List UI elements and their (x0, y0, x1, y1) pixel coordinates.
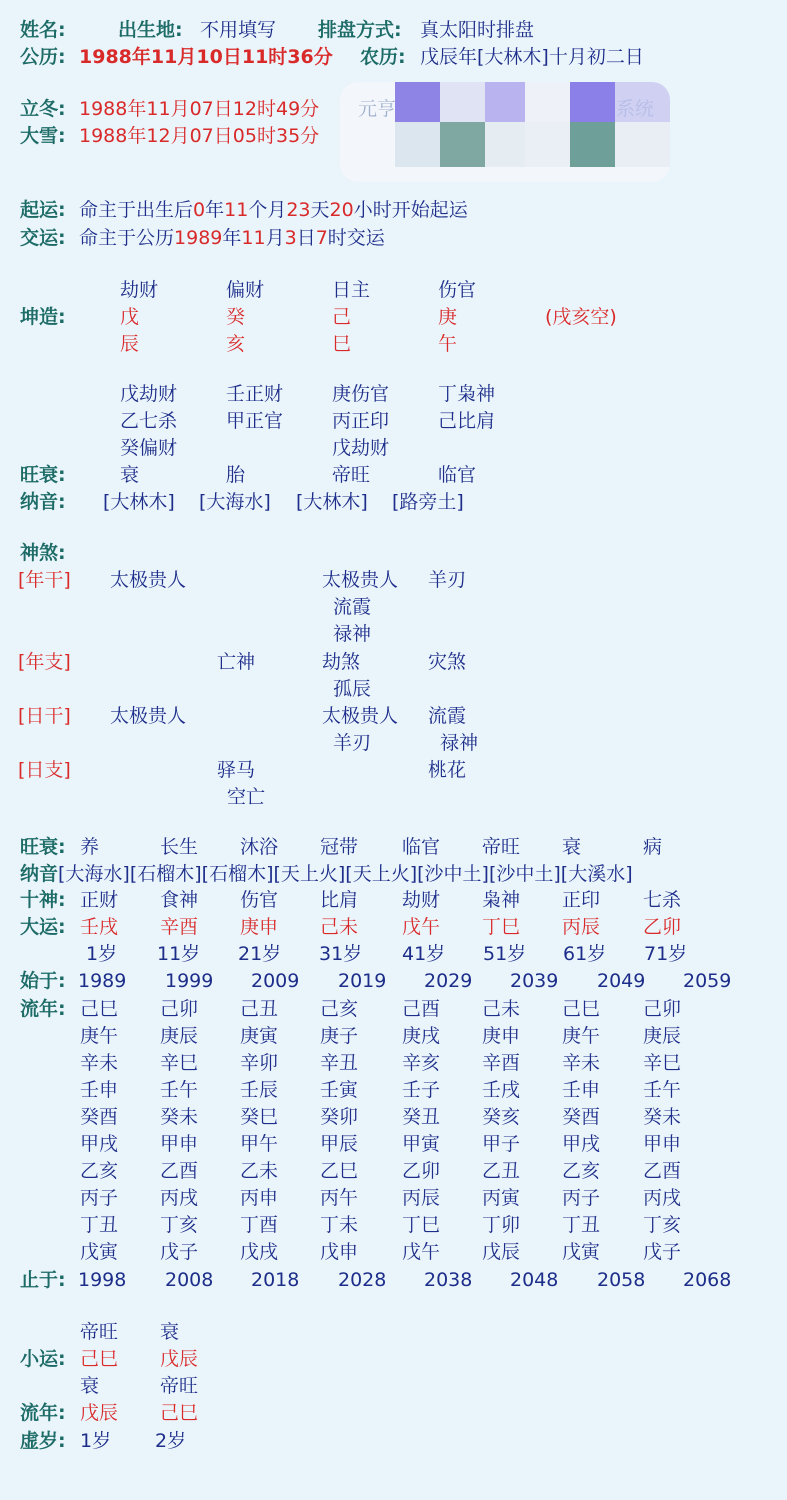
xiaoyun-liunian: 己巳 (160, 1402, 199, 1424)
pillar-nayin: [大林木] (103, 491, 175, 513)
shishen-label: 十神: (20, 889, 66, 911)
pillar-god: 劫财 (120, 279, 159, 301)
shensha-item: 劫煞 (322, 651, 361, 673)
liunian-cell: 辛卯 (240, 1052, 279, 1074)
end-year: 2008 (165, 1269, 214, 1291)
pillar-nayin: [大林木] (296, 491, 368, 513)
xiaoyun-label: 小运: (20, 1348, 66, 1370)
lidong-date-part: 日 (213, 98, 233, 120)
liunian-cell: 戊子 (643, 1241, 682, 1263)
pillar-stem: 癸 (226, 306, 246, 328)
liunian-cell: 丙午 (320, 1187, 359, 1209)
pillar-wangshuai: 衰 (120, 464, 140, 486)
pillar-wangshuai: 临官 (438, 464, 477, 486)
liunian-cell: 甲子 (482, 1133, 521, 1155)
dayun-pillar: 庚申 (240, 916, 279, 938)
liunian-cell: 乙酉 (643, 1160, 682, 1182)
dayun-age: 31岁 (319, 943, 363, 965)
liunian-cell: 丁亥 (643, 1214, 682, 1236)
xiaoyun-pillar: 己巳 (80, 1348, 119, 1370)
shensha-row-label: [日支] (18, 759, 71, 781)
liunian-cell: 乙亥 (80, 1160, 119, 1182)
solar-date-part: 时 (268, 46, 288, 68)
liunian-cell: 庚戌 (402, 1025, 441, 1047)
xiaoyun-state-mid: 帝旺 (160, 1375, 199, 1397)
liunian-label: 流年: (20, 998, 66, 1020)
liunian-cell: 癸巳 (240, 1106, 279, 1128)
watermark-left: 元亨 (358, 98, 397, 120)
liunian-cell: 壬子 (402, 1079, 441, 1101)
birthplace-label: 出生地: (118, 19, 183, 41)
liunian-cell: 丁未 (320, 1214, 359, 1236)
name-label: 姓名: (20, 19, 66, 41)
mosaic-cell (570, 82, 615, 122)
dayun-age: 11岁 (157, 943, 201, 965)
liunian-cell: 戊申 (320, 1241, 359, 1263)
liunian-cell: 乙巳 (320, 1160, 359, 1182)
dayun-pillar: 丙辰 (562, 916, 601, 938)
kunzao-label: 坤造: (20, 306, 66, 328)
lidong-date-part: 07 (189, 98, 214, 120)
dayun-wangshuai: 养 (80, 836, 100, 858)
lidong-date-part: 分 (300, 98, 320, 120)
xiaoyun-pillar: 戊辰 (160, 1348, 199, 1370)
liunian-cell: 乙卯 (402, 1160, 441, 1182)
jiaoyun-text-part: 11 (241, 227, 266, 249)
liunian-cell: 甲戌 (562, 1133, 601, 1155)
start-year: 2039 (510, 970, 559, 992)
dayun-pillar: 戊午 (402, 916, 441, 938)
solar-label: 公历: (20, 46, 66, 68)
start-year: 2049 (597, 970, 646, 992)
liunian-cell: 丁丑 (562, 1214, 601, 1236)
dayun-age: 1岁 (86, 943, 118, 965)
mosaic-cell (440, 82, 485, 122)
liunian-cell: 戊午 (402, 1241, 441, 1263)
lidong-date (79, 97, 319, 121)
solar-date-part: 年 (131, 46, 151, 68)
dayun-wangshuai: 衰 (562, 836, 582, 858)
qiyun-text-part: 23 (286, 199, 311, 221)
liunian-cell: 戊寅 (80, 1241, 119, 1263)
liunian-cell: 丁酉 (240, 1214, 279, 1236)
liunian-cell: 癸酉 (562, 1106, 601, 1128)
liunian-cell: 癸酉 (80, 1106, 119, 1128)
birthplace-value: 不用填写 (200, 19, 277, 41)
jiaoyun-text (79, 226, 385, 250)
shensha-item: 驿马 (217, 759, 256, 781)
liunian-cell: 己酉 (402, 998, 441, 1020)
mosaic-cell (485, 122, 525, 167)
dayun-wangshuai: 沐浴 (240, 836, 279, 858)
liunian-cell: 乙丑 (482, 1160, 521, 1182)
liunian-cell: 己丑 (240, 998, 279, 1020)
liunian-cell: 庚午 (562, 1025, 601, 1047)
dayun-age: 51岁 (483, 943, 527, 965)
dayun-pillar: 乙卯 (643, 916, 682, 938)
liunian-cell: 辛巳 (643, 1052, 682, 1074)
method-label: 排盘方式: (318, 19, 402, 41)
daxue-date (79, 124, 319, 148)
liunian-cell: 辛酉 (482, 1052, 521, 1074)
shensha-item: 羊刃 (333, 732, 372, 754)
dayun-wangshuai: 病 (643, 836, 663, 858)
daxue-date-part: 分 (300, 125, 320, 147)
shensha-item: 空亡 (227, 786, 266, 808)
liunian-cell: 壬午 (160, 1079, 199, 1101)
qiyun-text-part: 天 (310, 199, 330, 221)
liunian-cell: 辛亥 (402, 1052, 441, 1074)
dayun-wangshuai: 临官 (402, 836, 441, 858)
qiyun-text-part: 20 (329, 199, 354, 221)
jiaoyun-text-part: 月 (265, 227, 285, 249)
end-year: 2018 (251, 1269, 300, 1291)
end-label: 止于: (20, 1269, 66, 1291)
dayun-pillar: 辛酉 (160, 916, 199, 938)
dayun-shishen: 比肩 (320, 889, 359, 911)
hidden-stem: 戊劫财 (120, 383, 178, 405)
liunian-cell: 甲戌 (80, 1133, 119, 1155)
liunian-cell: 辛未 (80, 1052, 119, 1074)
dayun-shishen: 枭神 (482, 889, 521, 911)
shensha-item: 桃花 (428, 759, 467, 781)
xusui-age: 2岁 (155, 1430, 187, 1452)
pillar-branch: 午 (438, 333, 458, 355)
liunian-cell: 壬申 (80, 1079, 119, 1101)
liunian-cell: 丙申 (240, 1187, 279, 1209)
start-year: 2059 (683, 970, 732, 992)
liunian-cell: 辛丑 (320, 1052, 359, 1074)
shensha-item: 太极贵人 (322, 705, 399, 727)
solar-date-part: 36 (287, 46, 314, 68)
liunian-cell: 丁丑 (80, 1214, 119, 1236)
lidong-date-part: 11 (146, 98, 171, 120)
dayun-pillar: 丁巳 (482, 916, 521, 938)
qiyun-text (79, 198, 468, 222)
dayun-wangshuai: 帝旺 (482, 836, 521, 858)
xiaoyun-state-mid: 衰 (80, 1375, 100, 1397)
liunian-cell: 戊寅 (562, 1241, 601, 1263)
hidden-stem: 丁枭神 (438, 383, 496, 405)
mosaic-cell (395, 82, 440, 122)
end-year: 2028 (338, 1269, 387, 1291)
liunian-cell: 癸丑 (402, 1106, 441, 1128)
liunian-cell: 己巳 (562, 998, 601, 1020)
solar-date-part: 10 (196, 46, 223, 68)
liunian-cell: 丙子 (80, 1187, 119, 1209)
shensha-item: 禄神 (333, 623, 372, 645)
daxue-date-part: 年 (127, 125, 147, 147)
solar-date-part: 11 (150, 46, 178, 68)
liunian-cell: 庚午 (80, 1025, 119, 1047)
lidong-date-part: 时 (256, 98, 276, 120)
daxue-date-part: 07 (189, 125, 214, 147)
liunian-cell: 甲申 (160, 1133, 199, 1155)
qiyun-text-part: 小时开始起运 (353, 199, 468, 221)
xusui-age: 1岁 (80, 1430, 112, 1452)
shensha-row-label: [年支] (18, 651, 71, 673)
mosaic-cell (615, 122, 670, 167)
lidong-date-part: 月 (170, 98, 190, 120)
lunar-value: 戊辰年[大林木]十月初二日 (420, 46, 644, 68)
jiaoyun-text-part: 时交运 (327, 227, 385, 249)
shensha-item: 流霞 (428, 705, 467, 727)
daxue-date-part: 35 (275, 125, 301, 147)
end-year: 1998 (78, 1269, 127, 1291)
dayun-pillar: 壬戌 (80, 916, 119, 938)
dayun-shishen: 正财 (80, 889, 119, 911)
liunian-cell: 丙辰 (402, 1187, 441, 1209)
daxue-date-part: 05 (232, 125, 257, 147)
start-label: 始于: (20, 970, 66, 992)
pillar-wangshuai: 胎 (226, 464, 246, 486)
jiaoyun-text-part: 命主于公历 (79, 227, 175, 249)
dayun-nayin-label: 纳音 (20, 863, 59, 885)
pillar-stem: 己 (332, 306, 352, 328)
xiaoyun-state-top: 衰 (160, 1321, 180, 1343)
liunian-cell: 戊子 (160, 1241, 199, 1263)
liunian-cell: 丙寅 (482, 1187, 521, 1209)
mosaic-cell (570, 122, 615, 167)
liunian-cell: 壬戌 (482, 1079, 521, 1101)
daxue-date-part: 月 (170, 125, 190, 147)
liunian-cell: 甲午 (240, 1133, 279, 1155)
qiyun-text-part: 个月 (248, 199, 287, 221)
pillar-god: 伤官 (438, 279, 477, 301)
shensha-row-label: [年干] (18, 569, 71, 591)
hidden-stem: 乙七杀 (120, 410, 178, 432)
liunian-cell: 乙未 (240, 1160, 279, 1182)
liunian-cell: 庚辰 (643, 1025, 682, 1047)
end-year: 2068 (683, 1269, 732, 1291)
liunian-cell: 丙子 (562, 1187, 601, 1209)
shensha-item: 禄神 (440, 732, 479, 754)
pillar-god: 日主 (332, 279, 371, 301)
dayun-wangshuai: 长生 (160, 836, 199, 858)
pillar-wangshuai: 帝旺 (332, 464, 371, 486)
mosaic-cell (525, 122, 570, 167)
hidden-stem: 癸偏财 (120, 437, 178, 459)
start-year: 2029 (424, 970, 473, 992)
method-value: 真太阳时排盘 (420, 19, 535, 41)
liunian-cell: 癸未 (643, 1106, 682, 1128)
shensha-item: 灾煞 (428, 651, 467, 673)
start-year: 1999 (165, 970, 214, 992)
shensha-item: 太极贵人 (110, 705, 187, 727)
qiyun-text-part: 0 (193, 199, 206, 221)
liunian-cell: 壬申 (562, 1079, 601, 1101)
liunian-cell: 甲辰 (320, 1133, 359, 1155)
mosaic-cell (525, 82, 570, 122)
liunian-cell: 庚寅 (240, 1025, 279, 1047)
dayun-age: 21岁 (238, 943, 282, 965)
shensha-item: 孤辰 (333, 678, 372, 700)
liunian-cell: 癸卯 (320, 1106, 359, 1128)
jiaoyun-text-part: 日 (296, 227, 316, 249)
hidden-stem: 己比肩 (438, 410, 496, 432)
daxue-date-part: 时 (256, 125, 276, 147)
shensha-item: 羊刃 (428, 569, 467, 591)
hidden-stem: 甲正官 (226, 410, 284, 432)
pillar-branch: 亥 (226, 333, 246, 355)
liunian-cell: 己巳 (80, 998, 119, 1020)
hidden-stem: 庚伤官 (332, 383, 390, 405)
dayun-wangshuai: 冠带 (320, 836, 359, 858)
pillar-branch: 巳 (332, 333, 352, 355)
qiyun-text-part: 11 (224, 199, 249, 221)
xiaoyun-liunian-label: 流年: (20, 1402, 66, 1424)
liunian-cell: 丙戌 (643, 1187, 682, 1209)
shensha-item: 流霞 (333, 596, 372, 618)
mosaic-cell (395, 122, 440, 167)
liunian-cell: 庚子 (320, 1025, 359, 1047)
end-year: 2048 (510, 1269, 559, 1291)
liunian-cell: 己亥 (320, 998, 359, 1020)
end-year: 2058 (597, 1269, 646, 1291)
pillar-branch: 辰 (120, 333, 140, 355)
liunian-cell: 癸未 (160, 1106, 199, 1128)
jiaoyun-text-part: 1989 (174, 227, 223, 249)
liunian-cell: 甲申 (643, 1133, 682, 1155)
shensha-item: 太极贵人 (322, 569, 399, 591)
liunian-cell: 丙戌 (160, 1187, 199, 1209)
dayun-age: 61岁 (563, 943, 607, 965)
dayun-shishen: 七杀 (643, 889, 682, 911)
liunian-cell: 己未 (482, 998, 521, 1020)
jiaoyun-text-part: 3 (284, 227, 297, 249)
liunian-cell: 乙酉 (160, 1160, 199, 1182)
liunian-cell: 庚申 (482, 1025, 521, 1047)
daxue-date-part: 日 (213, 125, 233, 147)
pillar-nayin: [大海水] (199, 491, 271, 513)
liunian-cell: 乙亥 (562, 1160, 601, 1182)
end-year: 2038 (424, 1269, 473, 1291)
liunian-cell: 甲寅 (402, 1133, 441, 1155)
pillar-stem: 庚 (438, 306, 458, 328)
dayun-shishen: 劫财 (402, 889, 441, 911)
nayin-label: 纳音: (20, 491, 66, 513)
start-year: 2019 (338, 970, 387, 992)
dayun-shishen: 伤官 (240, 889, 279, 911)
lidong-date-part: 12 (232, 98, 257, 120)
solar-date-part: 日 (222, 46, 242, 68)
qiyun-text-part: 年 (205, 199, 225, 221)
jiaoyun-label: 交运: (20, 227, 66, 249)
liunian-cell: 丁卯 (482, 1214, 521, 1236)
hidden-stem: 壬正财 (226, 383, 284, 405)
start-year: 1989 (78, 970, 127, 992)
dayun-label: 大运: (20, 916, 66, 938)
liunian-cell: 己卯 (160, 998, 199, 1020)
daxue-label: 大雪: (20, 125, 66, 147)
solar-date-part: 11 (241, 46, 269, 68)
liunian-cell: 己卯 (643, 998, 682, 1020)
lidong-date-part: 年 (127, 98, 147, 120)
jiaoyun-text-part: 年 (222, 227, 242, 249)
dayun-age: 71岁 (644, 943, 688, 965)
xusui-label: 虚岁: (20, 1430, 66, 1452)
jiaoyun-text-part: 7 (315, 227, 328, 249)
liunian-cell: 戊辰 (482, 1241, 521, 1263)
dayun-pillar: 己未 (320, 916, 359, 938)
liunian-cell: 壬午 (643, 1079, 682, 1101)
dayun-shishen: 食神 (160, 889, 199, 911)
solar-date-part: 1988 (79, 46, 132, 68)
xiaoyun-liunian: 戊辰 (80, 1402, 119, 1424)
liunian-cell: 壬寅 (320, 1079, 359, 1101)
liunian-cell: 辛巳 (160, 1052, 199, 1074)
wangshuai-label: 旺衰: (20, 464, 66, 486)
dayun-shishen: 正印 (562, 889, 601, 911)
lidong-label: 立冬: (20, 98, 66, 120)
liunian-cell: 癸亥 (482, 1106, 521, 1128)
solar-date-part: 分 (313, 46, 333, 68)
pillar-stem: 戊 (120, 306, 140, 328)
liunian-cell: 壬辰 (240, 1079, 279, 1101)
daxue-date-part: 1988 (79, 125, 128, 147)
dayun-age: 41岁 (402, 943, 446, 965)
shensha-title: 神煞: (20, 542, 66, 564)
shensha-item: 亡神 (217, 651, 256, 673)
liunian-cell: 丁亥 (160, 1214, 199, 1236)
lunar-label: 农历: (360, 46, 406, 68)
solar-date-part: 月 (177, 46, 197, 68)
shensha-row-label: [日干] (18, 705, 71, 727)
mosaic-cell (440, 122, 485, 167)
watermark-right: 系统 (616, 98, 655, 120)
lidong-date-part: 49 (275, 98, 301, 120)
shensha-item: 太极贵人 (110, 569, 187, 591)
solar-date (79, 45, 333, 69)
liunian-cell: 戊戌 (240, 1241, 279, 1263)
qiyun-text-part: 命主于出生后 (79, 199, 194, 221)
qiyun-label: 起运: (20, 199, 66, 221)
mosaic-cell (485, 82, 525, 122)
xiaoyun-state-top: 帝旺 (80, 1321, 119, 1343)
pillar-nayin: [路旁土] (392, 491, 464, 513)
void-branches: (戌亥空) (545, 306, 617, 328)
hidden-stem: 丙正印 (332, 410, 390, 432)
liunian-cell: 庚辰 (160, 1025, 199, 1047)
start-year: 2009 (251, 970, 300, 992)
hidden-stem: 戊劫财 (332, 437, 390, 459)
daxue-date-part: 12 (146, 125, 171, 147)
liunian-cell: 丁巳 (402, 1214, 441, 1236)
dayun-wangshuai-label: 旺衰: (20, 836, 66, 858)
liunian-cell: 辛未 (562, 1052, 601, 1074)
pillar-god: 偏财 (226, 279, 265, 301)
dayun-nayin: [大海水][石榴木][石榴木][天上火][天上火][沙中土][沙中土][大溪水] (58, 863, 633, 885)
lidong-date-part: 1988 (79, 98, 128, 120)
